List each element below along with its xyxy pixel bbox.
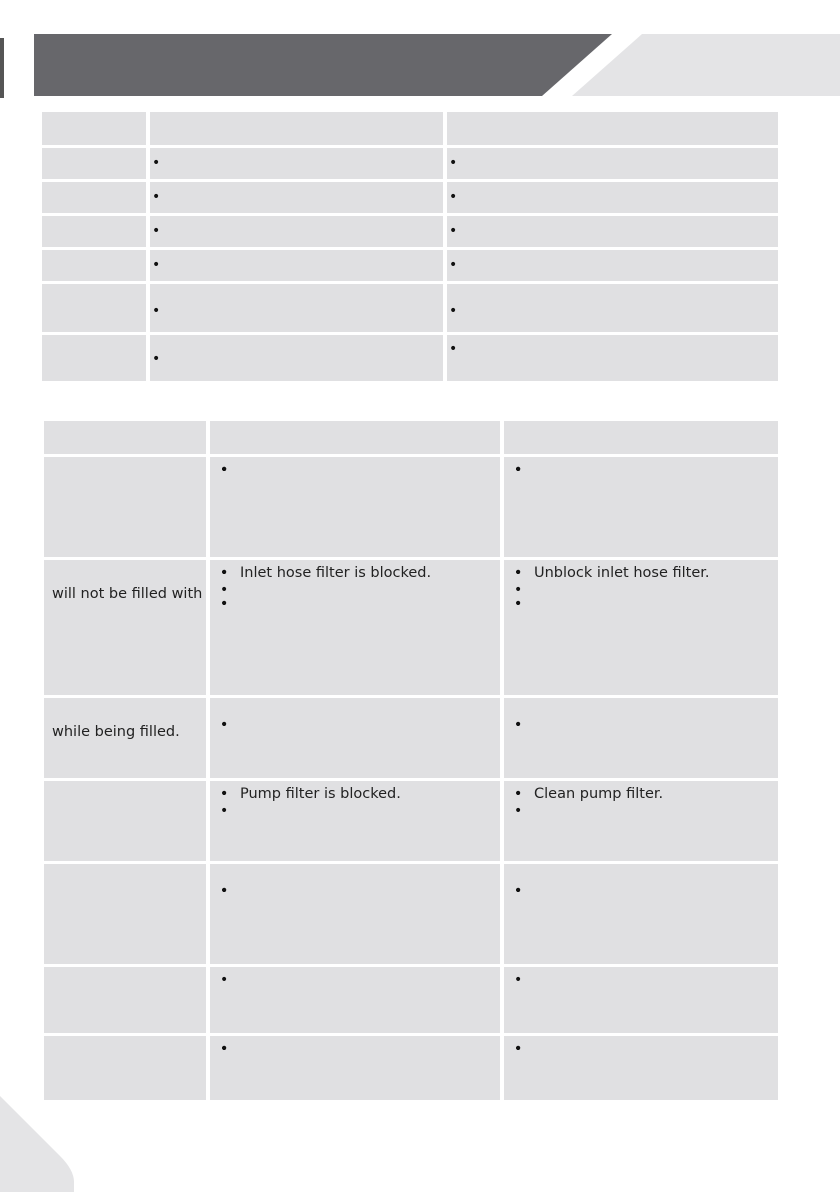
table-2-header-cell bbox=[210, 421, 500, 454]
table-1-header bbox=[42, 112, 778, 145]
table-2 bbox=[40, 418, 782, 1103]
solution-cell bbox=[504, 698, 778, 778]
page-edge-mark bbox=[0, 38, 4, 98]
solution-cell bbox=[504, 864, 778, 964]
problem-text: will not be filled with bbox=[52, 586, 203, 602]
table-row bbox=[44, 864, 778, 964]
table-1-solution-cell bbox=[447, 250, 778, 281]
problem-cell bbox=[44, 698, 206, 778]
table-2-header-cell bbox=[44, 421, 206, 454]
table-row bbox=[42, 182, 778, 213]
header-banner bbox=[0, 0, 840, 110]
table-row bbox=[44, 781, 778, 861]
header-dark-bar bbox=[34, 34, 612, 96]
solution-item: • Clean pump filter. bbox=[534, 786, 770, 803]
table-1-solution-cell bbox=[447, 335, 778, 381]
cause-cell bbox=[210, 967, 500, 1033]
table-1-cause-cell bbox=[150, 148, 443, 179]
problem-cell bbox=[44, 967, 206, 1033]
table-row bbox=[44, 698, 778, 778]
table-row bbox=[44, 967, 778, 1033]
problem-cell bbox=[44, 864, 206, 964]
table-2-header-cell bbox=[504, 421, 778, 454]
table-1-cause-cell bbox=[150, 284, 443, 332]
cause-cell bbox=[210, 1036, 500, 1100]
table-1-header-cell bbox=[150, 112, 443, 145]
cause-item: • Inlet hose filter is blocked. bbox=[240, 565, 492, 582]
table-1-label-cell bbox=[42, 284, 146, 332]
table-row bbox=[44, 560, 778, 695]
solution-cell bbox=[504, 457, 778, 557]
problem-cell bbox=[44, 781, 206, 861]
corner-shape bbox=[0, 1096, 74, 1192]
solution-cell bbox=[504, 781, 778, 861]
table-2-header bbox=[44, 421, 778, 454]
table-1-solution-cell bbox=[447, 284, 778, 332]
table-row bbox=[42, 250, 778, 281]
table-1-cause-cell bbox=[150, 216, 443, 247]
table-1-cause-cell bbox=[150, 250, 443, 281]
table-1-solution-cell bbox=[447, 182, 778, 213]
problem-cell bbox=[44, 457, 206, 557]
solution-cell bbox=[504, 967, 778, 1033]
cause-cell bbox=[210, 698, 500, 778]
table-1-solution-cell bbox=[447, 148, 778, 179]
table-1-label-cell bbox=[42, 250, 146, 281]
solution-cell bbox=[504, 560, 778, 695]
table-1 bbox=[38, 109, 782, 384]
solution-item: • Unblock inlet hose filter. bbox=[534, 565, 770, 582]
table-1-cause-cell bbox=[150, 335, 443, 381]
cause-cell bbox=[210, 457, 500, 557]
solution-cell bbox=[504, 1036, 778, 1100]
table-1-cause-cell bbox=[150, 182, 443, 213]
problem-cell bbox=[44, 560, 206, 695]
table-1-label-cell bbox=[42, 182, 146, 213]
table-1-label-cell bbox=[42, 335, 146, 381]
table-1-label-cell bbox=[42, 216, 146, 247]
table-row bbox=[42, 335, 778, 381]
table-1-header-cell bbox=[42, 112, 146, 145]
cause-cell bbox=[210, 781, 500, 861]
header-light-tab bbox=[572, 34, 840, 96]
cause-cell bbox=[210, 864, 500, 964]
table-row bbox=[44, 1036, 778, 1100]
table-1-header-cell bbox=[447, 112, 778, 145]
cause-cell bbox=[210, 560, 500, 695]
problem-text: while being filled. bbox=[52, 724, 180, 740]
table-row bbox=[44, 457, 778, 557]
cause-item: • Pump filter is blocked. bbox=[240, 786, 492, 803]
table-1-label-cell bbox=[42, 148, 146, 179]
table-1-solution-cell bbox=[447, 216, 778, 247]
corner-decoration bbox=[0, 1082, 80, 1192]
table-row bbox=[42, 216, 778, 247]
table-row bbox=[42, 284, 778, 332]
table-row bbox=[42, 148, 778, 179]
